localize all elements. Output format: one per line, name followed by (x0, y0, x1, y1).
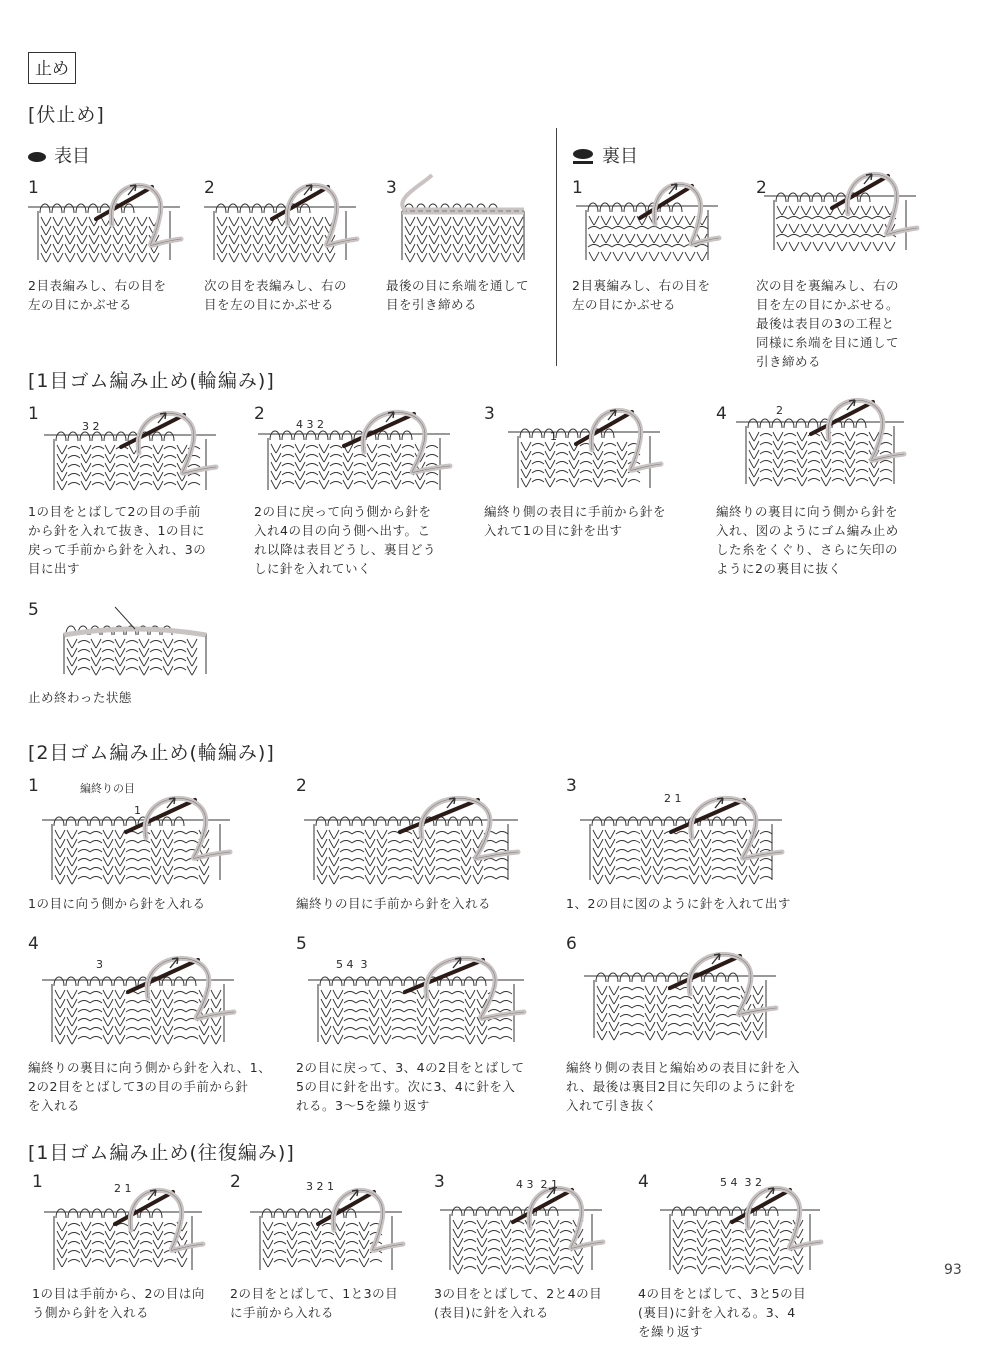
knit-stitch-icon (28, 152, 46, 162)
omote-step-1-figure (24, 178, 184, 266)
gomu1-step-3-caption (484, 502, 666, 540)
caption-line: 止め終わった状態 (28, 690, 132, 705)
gomu2-step-1-labels: 1 (134, 804, 141, 817)
gomu2-step-6-caption (566, 1058, 800, 1115)
caption-line: 同様に糸端を目に通して (756, 335, 900, 350)
ura-step-1-caption (572, 276, 710, 314)
swatch-drawing (660, 1188, 821, 1274)
swatch-drawing (736, 400, 904, 486)
gomu2-end-label: 編終りの目 (80, 782, 135, 795)
caption-line: 2目表編みし、右の目を (28, 278, 167, 293)
gomu1-step-2-labels: 4 3 2 (296, 418, 324, 431)
swatch-drawing (580, 798, 782, 884)
subtitle-ura (572, 142, 638, 168)
page-number: 93 (944, 1262, 962, 1278)
caption-line: 1の目をとばして2の目の手前 (28, 504, 201, 519)
omote-step-3-figure (388, 178, 538, 266)
section-title-gomu1-ofuku: [1目ゴム編み止め(往復編み)] (28, 1142, 295, 1164)
gomu2-step-6-figure (580, 940, 780, 1044)
gomu2-step-2-figure (300, 786, 522, 886)
caption-line: 戻って手前から針を入れ、3の (28, 542, 207, 557)
gomu2-step-1-caption (28, 894, 205, 913)
caption-line: れ以降は表目どうし、裏目どう (254, 542, 437, 557)
omote-step-2-caption (204, 276, 347, 314)
caption-line: 次の目を表編みし、右の (204, 278, 348, 293)
swatch-drawing (64, 607, 206, 675)
omote-step-3-num: 3 (386, 178, 397, 198)
gomu1-step-1-figure (40, 404, 220, 496)
caption-line: しに針を入れていく (254, 561, 372, 576)
gomu2-step-1-figure (38, 786, 234, 886)
swatch-drawing (44, 1190, 203, 1270)
swatch-drawing (250, 1190, 403, 1270)
gomu1-step-5-caption (28, 688, 132, 707)
omote-step-2-figure (200, 178, 360, 266)
swatch-drawing (764, 174, 917, 251)
caption-line: (裏目)に針を入れる。3、4 (638, 1305, 796, 1320)
gomu2-step-3-caption (566, 894, 791, 913)
purl-stitch-icon (572, 149, 594, 165)
omote-step-1-num: 1 (28, 178, 39, 198)
caption-line: 5の目に針を出す。次に3、4に針を入 (296, 1079, 516, 1094)
caption-line: 左の目にかぶせる (572, 297, 677, 312)
gomu2-step-3-labels: 2 1 (664, 792, 682, 805)
ura-step-1-num: 1 (572, 178, 583, 198)
gomu2-step-4-caption (28, 1058, 271, 1115)
caption-line: を繰り返す (638, 1324, 704, 1339)
caption-line: 編終り側の表目に手前から針を (484, 504, 667, 519)
gomu1-step-4-caption (716, 502, 899, 578)
swatch-drawing (576, 184, 719, 261)
caption-line: 2の目に戻って、3、4の2目をとばして (296, 1060, 525, 1075)
caption-line: 左の目にかぶせる (28, 297, 133, 312)
ofuku-step-4-num: 4 (638, 1172, 649, 1192)
gomu1-step-2-num: 2 (254, 404, 265, 424)
gomu2-step-1-num: 1 (28, 776, 39, 796)
gomu1-step-4-num: 4 (716, 404, 727, 424)
swatch-drawing (584, 954, 776, 1040)
ofuku-step-3-labels: 4 3 2 1 (516, 1178, 558, 1191)
swatch-drawing (204, 185, 357, 262)
yarn-strand (654, 184, 719, 244)
ofuku-step-4-figure (656, 1176, 824, 1276)
ofuku-step-3-num: 3 (434, 1172, 445, 1192)
caption-line: 目を引き締める (386, 297, 478, 312)
caption-line: 引き締める (756, 354, 822, 369)
caption-line: 4の目をとばして、3と5の目 (638, 1286, 807, 1301)
gomu2-step-2-caption (296, 894, 491, 913)
caption-line: 最後の目に糸端を通して (386, 278, 530, 293)
section-title-fuse: [伏止め] (28, 104, 105, 126)
section-title-gomu2: [2目ゴム編み止め(輪編み)] (28, 742, 275, 764)
caption-line: 入れて引き抜く (566, 1098, 658, 1113)
caption-line: 最後は表目の3の工程と (756, 316, 895, 331)
ofuku-step-2-labels: 3 2 1 (306, 1180, 334, 1193)
caption-line: れる。3〜5を繰り返す (296, 1098, 430, 1113)
caption-line: 1、2の目に図のように針を入れて出す (566, 896, 791, 911)
caption-line: 2の目に戻って向う側から針を (254, 504, 432, 519)
gomu2-step-5-num: 5 (296, 934, 307, 954)
ofuku-step-3-figure (436, 1176, 606, 1276)
caption-line: 3の目をとばして、2と4の目 (434, 1286, 603, 1301)
caption-line: から針を入れて抜き、1の目に (28, 523, 205, 538)
caption-line: を入れる (28, 1098, 81, 1113)
gomu1-step-3-labels: 1 (550, 430, 557, 443)
section-tag: 止め (28, 52, 76, 84)
column-divider (556, 128, 557, 366)
ura-title: 裏目 (602, 146, 638, 167)
gomu1-step-1-labels: 3 2 (82, 420, 100, 433)
gomu1-step-1-num: 1 (28, 404, 39, 424)
ura-step-1-figure (572, 176, 722, 266)
omote-step-3-caption (386, 276, 529, 314)
gomu2-step-4-num: 4 (28, 934, 39, 954)
ofuku-step-4-caption (638, 1284, 806, 1341)
yarn-strand (138, 413, 216, 473)
gomu2-step-4-labels: 3 (96, 958, 103, 971)
gomu1-step-5-figure (50, 604, 220, 680)
gomu2-step-5-caption (296, 1058, 525, 1115)
swatch-drawing (258, 412, 450, 490)
caption-line: 目を左の目にかぶせる (204, 297, 335, 312)
caption-line: 編終りの目に手前から針を入れる (296, 896, 492, 911)
gomu2-step-2-num: 2 (296, 776, 307, 796)
ofuku-step-1-labels: 2 1 (114, 1182, 132, 1195)
caption-line: れ、最後は裏目2目に矢印のように針を (566, 1079, 797, 1094)
ura-step-2-caption (756, 276, 899, 371)
swatch-drawing (304, 798, 518, 884)
swatch-drawing (440, 1188, 603, 1274)
caption-line: 入れ、図のようにゴム編み止め (716, 523, 899, 538)
gomu2-step-4-figure (38, 944, 238, 1048)
caption-line: した糸をくぐり、さらに矢印の (716, 542, 899, 557)
yarn-strand (145, 798, 230, 858)
caption-line: 編終りの裏目に向う側から針を (716, 504, 899, 519)
ura-step-2-figure (760, 166, 920, 256)
ofuku-step-2-num: 2 (230, 1172, 241, 1192)
caption-line: 目に出す (28, 561, 81, 576)
omote-step-2-num: 2 (204, 178, 215, 198)
ofuku-step-3-caption (434, 1284, 602, 1322)
ofuku-step-4-labels: 5 4 3 2 (720, 1176, 762, 1189)
gomu2-step-6-num: 6 (566, 934, 577, 954)
yarn-strand (691, 798, 782, 858)
caption-line: 目を左の目にかぶせる。 (756, 297, 900, 312)
caption-line: (表目)に針を入れる (434, 1305, 549, 1320)
caption-line: 入れて1の目に針を出す (484, 523, 623, 538)
gomu1-step-3-figure (504, 400, 664, 494)
gomu1-step-1-caption (28, 502, 206, 578)
caption-line: に手前から入れる (230, 1305, 335, 1320)
subtitle-omote (28, 142, 90, 168)
caption-line: 次の目を裏編みし、右の (756, 278, 900, 293)
ofuku-step-1-caption (32, 1284, 205, 1322)
gomu1-step-2-figure (254, 402, 454, 496)
ura-step-2-num: 2 (756, 178, 767, 198)
gomu2-step-5-labels: 5 4 3 (336, 958, 368, 971)
gomu1-step-2-caption (254, 502, 436, 578)
swatch-drawing (44, 413, 216, 490)
gomu1-step-5-num: 5 (28, 600, 39, 620)
gomu1-step-3-num: 3 (484, 404, 495, 424)
swatch-drawing (402, 175, 524, 262)
gomu1-step-4-labels: 2 (776, 404, 783, 417)
caption-line: 1の目は手前から、2の目は向 (32, 1286, 205, 1301)
swatch-drawing (508, 410, 661, 488)
ofuku-step-2-figure (246, 1180, 406, 1276)
section-title-gomu1: [1目ゴム編み止め(輪編み)] (28, 370, 275, 392)
omote-title: 表目 (54, 146, 90, 167)
ofuku-step-2-caption (230, 1284, 398, 1322)
gomu1-step-4-figure (732, 386, 908, 490)
caption-line: う側から針を入れる (32, 1305, 150, 1320)
caption-line: 2の目をとばして、1と3の目 (230, 1286, 399, 1301)
caption-line: 1の目に向う側から針を入れる (28, 896, 206, 911)
omote-step-1-caption (28, 276, 166, 314)
caption-line: 入れ4の目の向う側へ出す。こ (254, 523, 431, 538)
caption-line: 編終り側の表目と編始めの表目に針を入 (566, 1060, 801, 1075)
swatch-drawing (42, 958, 234, 1044)
caption-line: ように2の裏目に抜く (716, 561, 842, 576)
ofuku-step-1-num: 1 (32, 1172, 43, 1192)
caption-line: 2の2目をとばして3の目の手前から針 (28, 1079, 249, 1094)
gomu2-step-3-num: 3 (566, 776, 577, 796)
swatch-drawing (28, 185, 181, 262)
caption-line: 2目裏編みし、右の目を (572, 278, 711, 293)
yarn-strand (426, 958, 524, 1018)
caption-line: 編終りの裏目に向う側から針を入れ、1、 (28, 1060, 272, 1075)
